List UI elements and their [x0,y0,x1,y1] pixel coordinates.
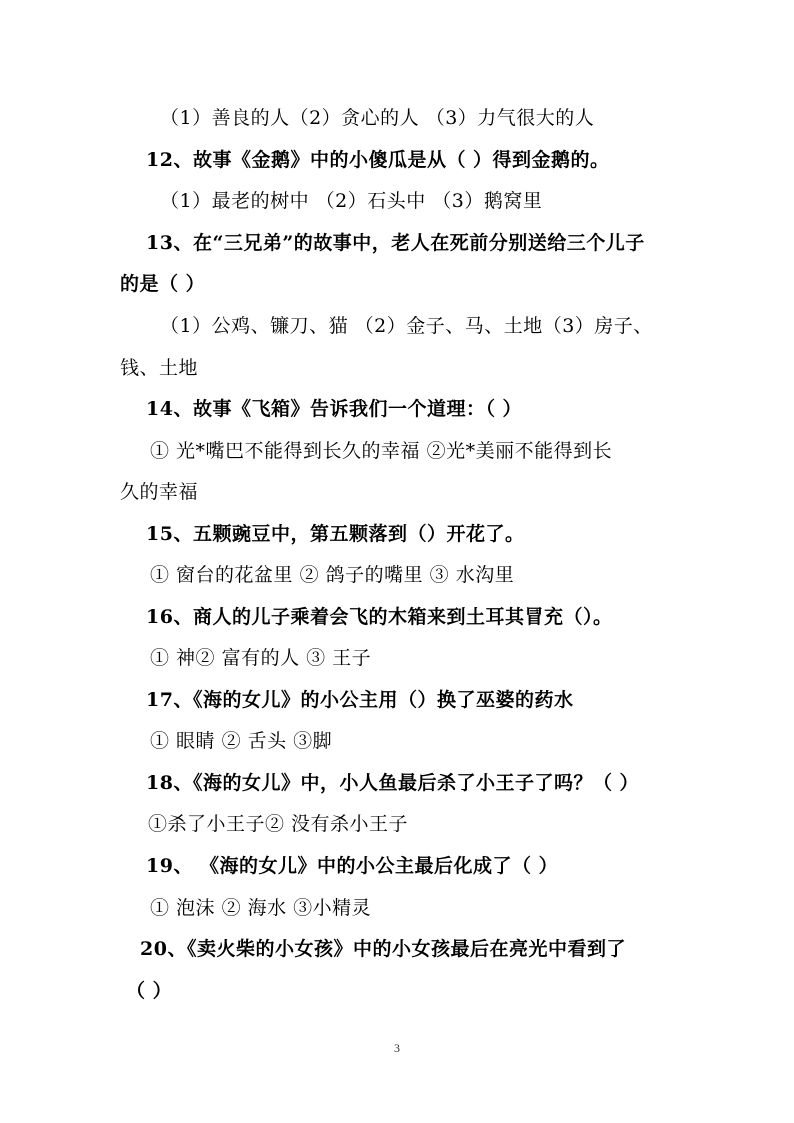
question-13: 13、在“三兄弟”的故事中，老人在死前分别送给三个儿子 [146,232,645,254]
option-line-q18: ①杀了小王子② 没有杀小王子 [148,813,409,835]
question-17: 17、《海的女儿》的小公主用（）换了巫婆的药水 [146,689,574,711]
option-line-q11: （1）善良的人（2）贪心的人 （3）力气很大的人 [160,107,595,129]
option-line-q16: ① 神② 富有的人 ③ 王子 [150,647,372,669]
question-12: 12、故事《金鹅》中的小傻瓜是从（ ）得到金鹅的。 [146,149,610,171]
option-line-q15: ① 窗台的花盆里 ② 鸽子的嘴里 ③ 水沟里 [150,564,515,586]
question-13-continued: 的是（ ） [120,273,206,295]
question-15: 15、五颗豌豆中，第五颗落到（）开花了。 [146,523,525,545]
option-line-q14: ① 光*嘴巴不能得到长久的幸福 ②光*美丽不能得到长 [150,440,613,462]
option-line-q14-continued: 久的幸福 [120,481,199,503]
option-line-q12: （1）最老的树中 （2）石头中 （3）鹅窝里 [160,190,543,212]
question-20: 20、《卖火柴的小女孩》中的小女孩最后在亮光中看到了 [140,938,626,960]
question-14: 14、故事《飞箱》告诉我们一个道理：（ ） [146,398,523,420]
question-16: 16、商人的儿子乘着会飞的木箱来到土耳其冒充（）。 [146,606,613,628]
option-line-q19: ① 泡沫 ② 海水 ③小精灵 [150,897,372,919]
page-number: 3 [394,1041,400,1055]
question-20-continued: （ ） [126,980,173,1002]
option-line-q13-continued: 钱、土地 [120,357,199,379]
option-line-q13: （1）公鸡、镰刀、猫 （2）金子、马、土地（3）房子、 [160,315,653,337]
question-19: 19、 《海的女儿》中的小公主最后化成了（ ） [146,855,559,877]
question-18: 18、《海的女儿》中，小人鱼最后杀了小王子了吗？（ ） [146,772,640,794]
option-line-q17: ① 眼睛 ② 舌头 ③脚 [150,730,333,752]
